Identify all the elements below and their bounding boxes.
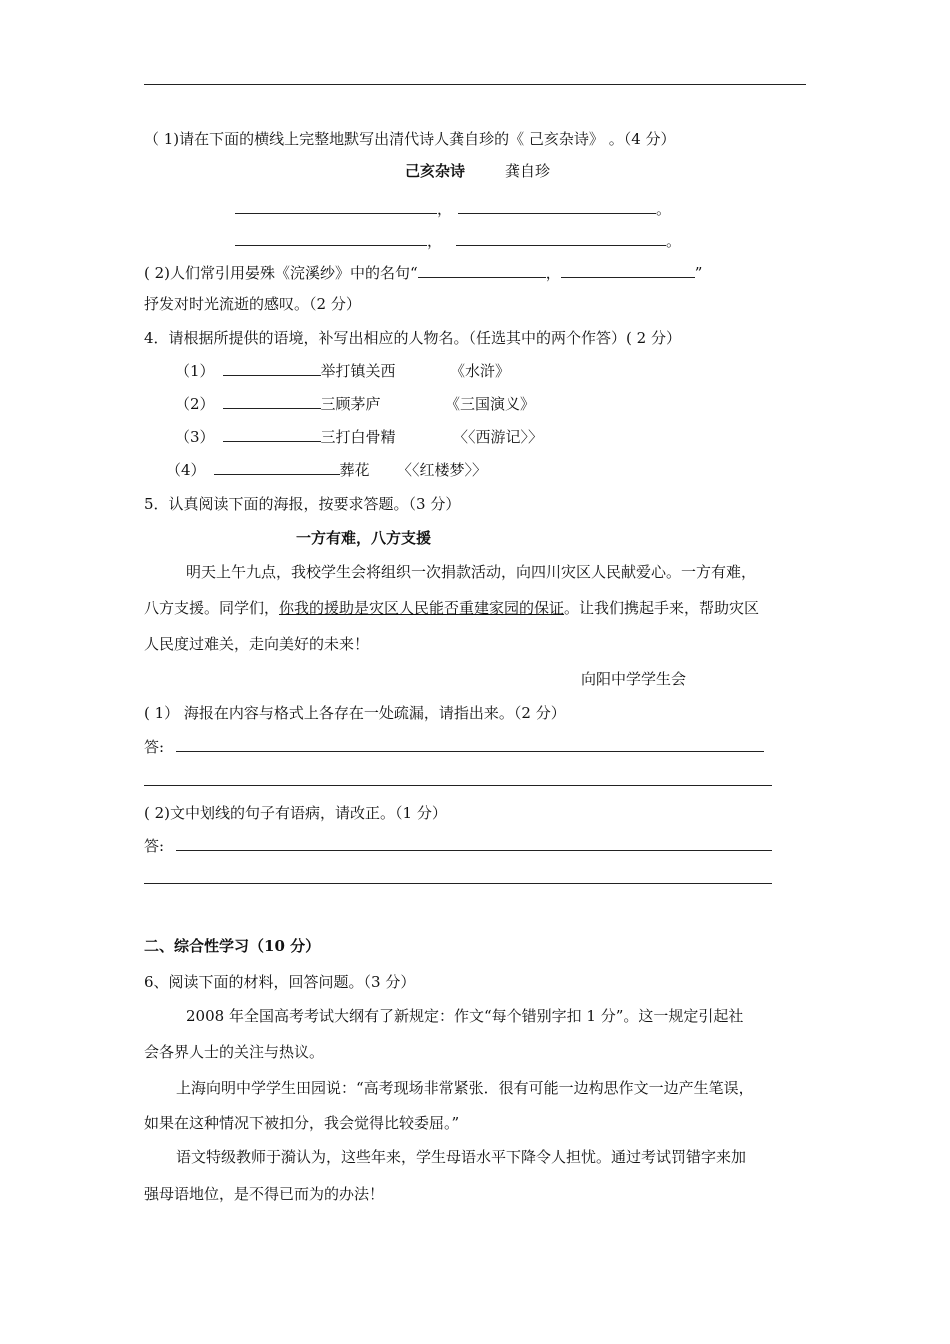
material-para-1-line-2: 会各界人士的关注与热议。 (144, 1043, 325, 1061)
answer-blank[interactable] (456, 231, 666, 246)
answer-blank[interactable] (235, 231, 427, 246)
q3-part2-continued: 抒发对时光流逝的感叹。（2 分） (144, 295, 361, 313)
poster-line-1: 明天上午九点，我校学生会将组织一次捐款活动，向四川灾区人民献爱心。一方有难， (186, 563, 757, 581)
answer-label-2: 答: (144, 837, 165, 855)
answer-blank[interactable] (214, 460, 340, 475)
answer-blank[interactable] (561, 263, 695, 278)
answer-blank[interactable] (418, 263, 546, 278)
q4-book-3: 〈〈西游记〉〉 (453, 428, 544, 446)
poster-signature: 向阳中学学生会 (581, 670, 687, 688)
q4-item-1: （1） 举打镇关西 (175, 362, 396, 380)
answer-line[interactable] (144, 785, 772, 786)
poem-line-2: ， 。 (235, 230, 681, 251)
q4-book-1: 《水浒》 (450, 362, 511, 380)
answer-label-1: 答: (144, 738, 165, 756)
answer-line[interactable] (176, 751, 764, 752)
poster-title: 一方有难，八方支援 (296, 529, 432, 547)
q3-part1-prompt: （ 1)请在下面的横线上完整地默写出清代诗人龚自珍的《 己亥杂诗》 。（4 分） (144, 130, 676, 148)
poem-line-1: ， 。 (235, 198, 671, 219)
poem-title: 己亥杂诗 (405, 162, 466, 180)
q5-title: 5．认真阅读下面的海报，按要求答题。（3 分） (144, 495, 461, 513)
q4-book-2: 《三国演义》 (445, 395, 536, 413)
answer-line[interactable] (176, 850, 772, 851)
material-para-2-line-2: 如果在这种情况下被扣分，我会觉得比较委屈。” (144, 1114, 460, 1132)
material-para-3-line-2: 强母语地位，是不得已而为的办法！ (144, 1185, 385, 1203)
q4-book-4: 〈〈红楼梦〉〉 (397, 461, 488, 479)
header-rule (144, 84, 806, 85)
answer-blank[interactable] (458, 199, 656, 214)
answer-line[interactable] (144, 883, 772, 884)
q3-part2-prompt: ( 2)人们常引用晏殊《浣溪纱》中的名句“ ， ” (144, 264, 703, 282)
q4-item-4: （4） 葬花 (166, 461, 370, 479)
poster-line-3: 人民度过难关，走向美好的未来！ (144, 635, 370, 653)
poster-line-2: 八方支援。同学们，你我的援助是灾区人民能否重建家园的保证。让我们携起手来，帮助灾区 (144, 599, 760, 617)
material-para-1-line-1: 2008 年全国高考考试大纲有了新规定：作文“每个错别字扣 1 分”。这一规定引起社 (186, 1007, 744, 1025)
q4-title: 4．请根据所提供的语境，补写出相应的人物名。（任选其中的两个作答）( 2 分） (144, 329, 681, 347)
q5-sub2: ( 2)文中划线的句子有语病，请改正。（1 分） (144, 804, 447, 822)
q6-title: 6、阅读下面的材料，回答问题。（3 分） (144, 973, 416, 991)
answer-blank[interactable] (223, 427, 321, 442)
q4-item-2: （2） 三顾茅庐 (175, 395, 381, 413)
material-para-2-line-1: 上海向明中学学生田园说：“高考现场非常紧张．很有可能一边构思作文一边产生笔误， (176, 1079, 754, 1097)
q4-item-3: （3） 三打白骨精 (175, 428, 396, 446)
answer-blank[interactable] (223, 394, 321, 409)
q5-sub1: ( 1） 海报在内容与格式上各存在一处疏漏，请指出来。（2 分） (144, 704, 566, 722)
material-para-3-line-1: 语文特级教师于漪认为，这些年来，学生母语水平下降令人担忧。通过考试罚错字来加 (176, 1148, 747, 1166)
underlined-sentence: 你我的援助是灾区人民能否重建家园的保证 (279, 599, 565, 617)
section-heading: 二、综合性学习（10 分） (144, 937, 321, 955)
answer-blank[interactable] (223, 361, 321, 376)
poem-author: 龚自珍 (505, 162, 551, 180)
answer-blank[interactable] (235, 199, 437, 214)
